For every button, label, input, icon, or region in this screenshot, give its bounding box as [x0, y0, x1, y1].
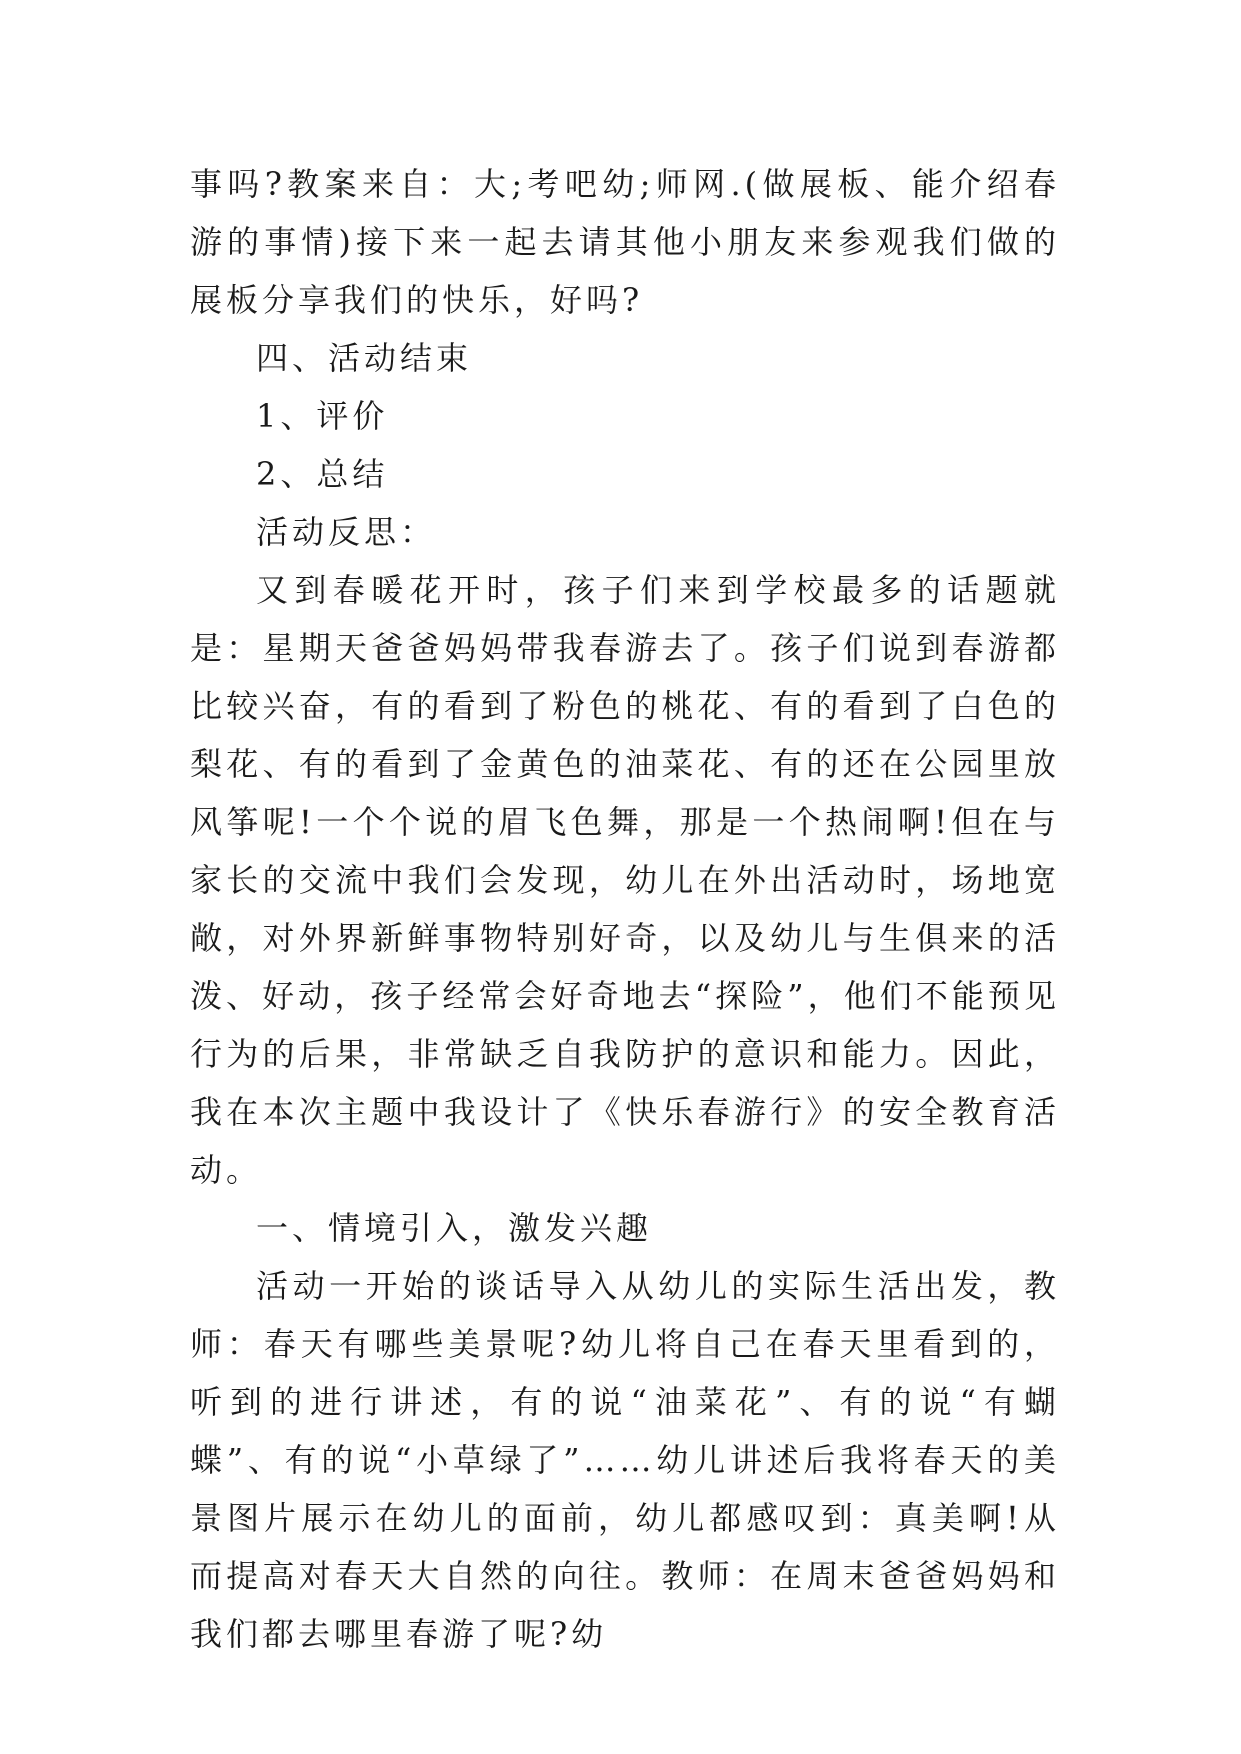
section-heading-scenario: 一、情境引入，激发兴趣 [256, 1209, 653, 1247]
paragraph-scenario: 活动一开始的谈话导入从幼儿的实际生活出发，教师：春天有哪些美景呢?幼儿将自己在春天里看到的，听到的进行讲述，有的说“油菜花”、有的说“有蝴蝶”、有的说“小草绿了”……幼儿讲述后我将春天的美景图片展示在幼儿的面前，幼儿都感叹到：真美啊!从而提高对春天大自然的向往。教师：在周末爸爸妈妈和我们都去哪里春游了呢?幼 [190, 1267, 1060, 1653]
paragraph-1: 事吗?教案来自：大;考吧幼;师网.(做展板、能介绍春游的事情)接下来一起去请其他小朋友来参观我们做的展板分享我们的快乐，好吗? [190, 165, 1060, 319]
list-item-evaluation: 1、评价 [256, 397, 389, 435]
section-heading-reflection: 活动反思： [256, 513, 437, 551]
paragraph-reflection: 又到春暖花开时，孩子们来到学校最多的话题就是：星期天爸爸妈妈带我春游去了。孩子们说到春游都比较兴奋，有的看到了粉色的桃花、有的看到了白色的梨花、有的看到了金黄色的油菜花、有的还在公园里放风筝呢!一个个说的眉飞色舞，那是一个热闹啊!但在与家长的交流中我们会发现，幼儿在外出活动时，场地宽敞，对外界新鲜事物特别好奇，以及幼儿与生俱来的活泼、好动，孩子经常会好奇地去“探险”，他们不能预见行为的后果，非常缺乏自我防护的意识和能力。因此，我在本次主题中我设计了《快乐春游行》的安全教育活动。 [190, 571, 1060, 1189]
document-body [190, 155, 1060, 1663]
list-item-summary: 2、总结 [256, 455, 389, 493]
section-heading-activity-end: 四、活动结束 [256, 339, 473, 377]
